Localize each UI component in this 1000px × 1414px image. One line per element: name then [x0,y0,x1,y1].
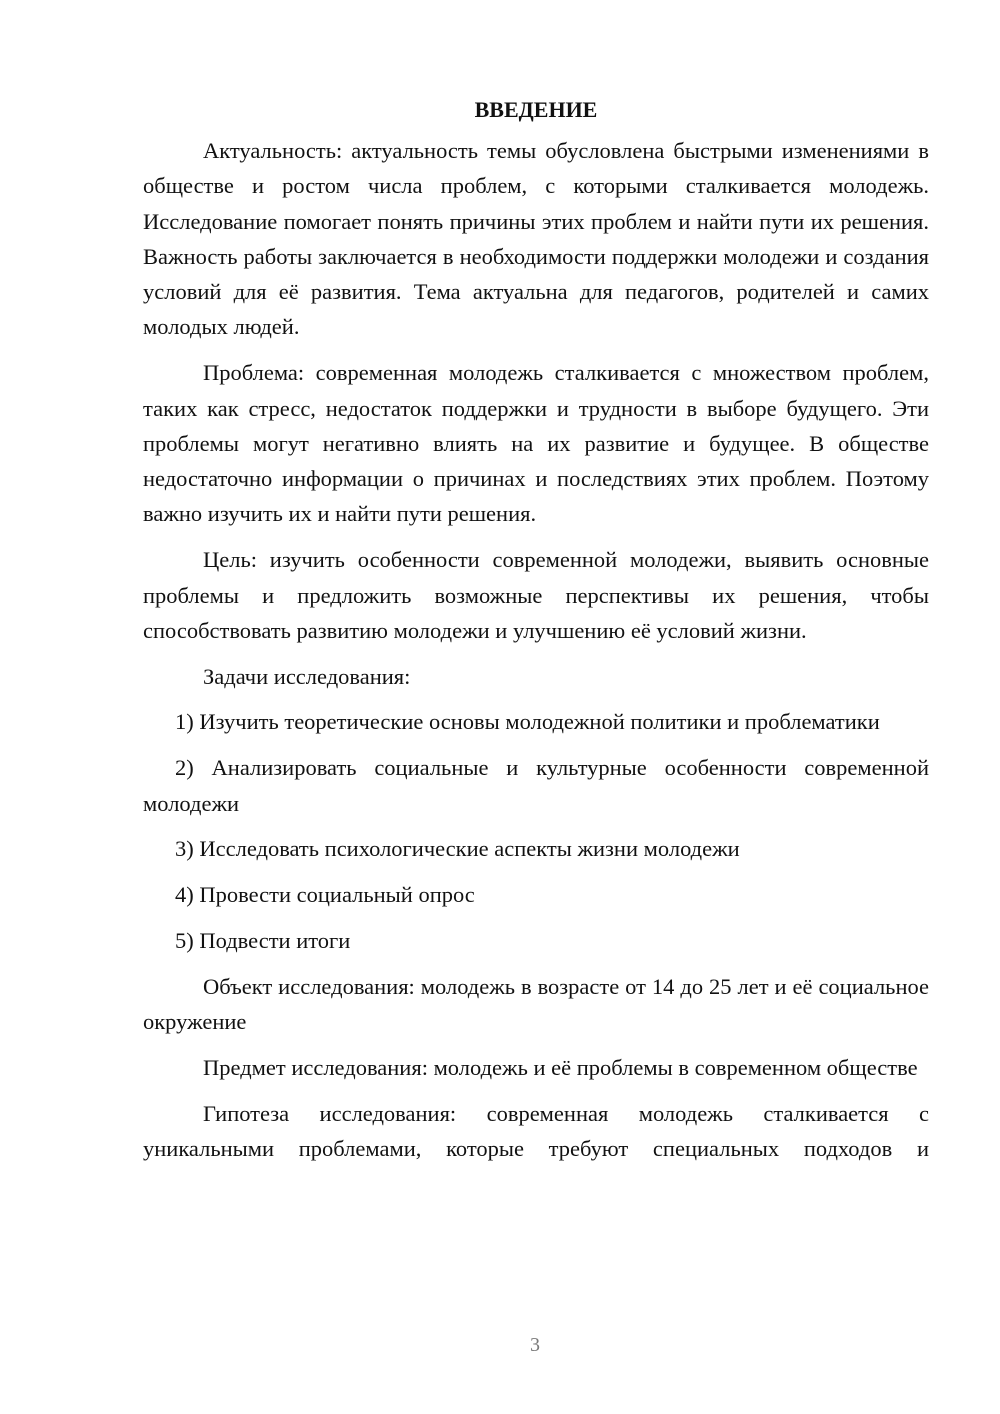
task-item-1: 1) Изучить теоретические основы молодежной политики и проблематики [175,709,880,735]
section-title: ВВЕДЕНИЕ [474,97,598,122]
task-item-4: 4) Провести социальный опрос [175,882,475,908]
page-number: 3 [530,1334,540,1356]
goal-paragraph: Цель: изучить особенности современной молодежи, выявить основные проблемы и предложить возможные перспективы их решения, чтобы способствовать развитию молодежи и улучшению её условий жизни. [143,547,929,643]
object-paragraph: Объект исследования: молодежь в возрасте от 14 до 25 лет и её социальное окружение [143,973,929,1035]
tasks-heading: Задачи исследования: [203,663,411,689]
page-body [143,92,929,1166]
relevance-paragraph: Актуальность: актуальность темы обусловлена быстрыми изменениями в обществе и ростом числа проблем, с которыми сталкивается молодежь. Исследование помогает понять причины этих проблем и найти пути их решения. Важность работы заключается в необходимости поддержки молодежи и создания условий для её развития. Тема актуальна для педагогов, родителей и самих молодых людей. [143,138,929,340]
task-item-2: 2) Анализировать социальные и культурные особенности современной молодежи [143,755,929,816]
subject-paragraph: Предмет исследования: молодежь и её проблемы в современном обществе [203,1054,918,1080]
task-item-3: 3) Исследовать психологические аспекты жизни молодежи [175,836,740,862]
task-item-5: 5) Подвести итоги [175,927,351,953]
problem-paragraph: Проблема: современная молодежь сталкивается с множеством проблем, таких как стресс, недостаток поддержки и трудности в выборе будущего. Эти проблемы могут негативно влиять на их развитие и будущее. В обществе недостаточно информации о причинах и последствиях этих проблем. Поэтому важно изучить их и найти пути решения. [143,360,929,527]
hypothesis-paragraph: Гипотеза исследования: современная молодежь сталкивается с уникальными проблемами, которые требуют специальных подходов и [143,1100,929,1161]
